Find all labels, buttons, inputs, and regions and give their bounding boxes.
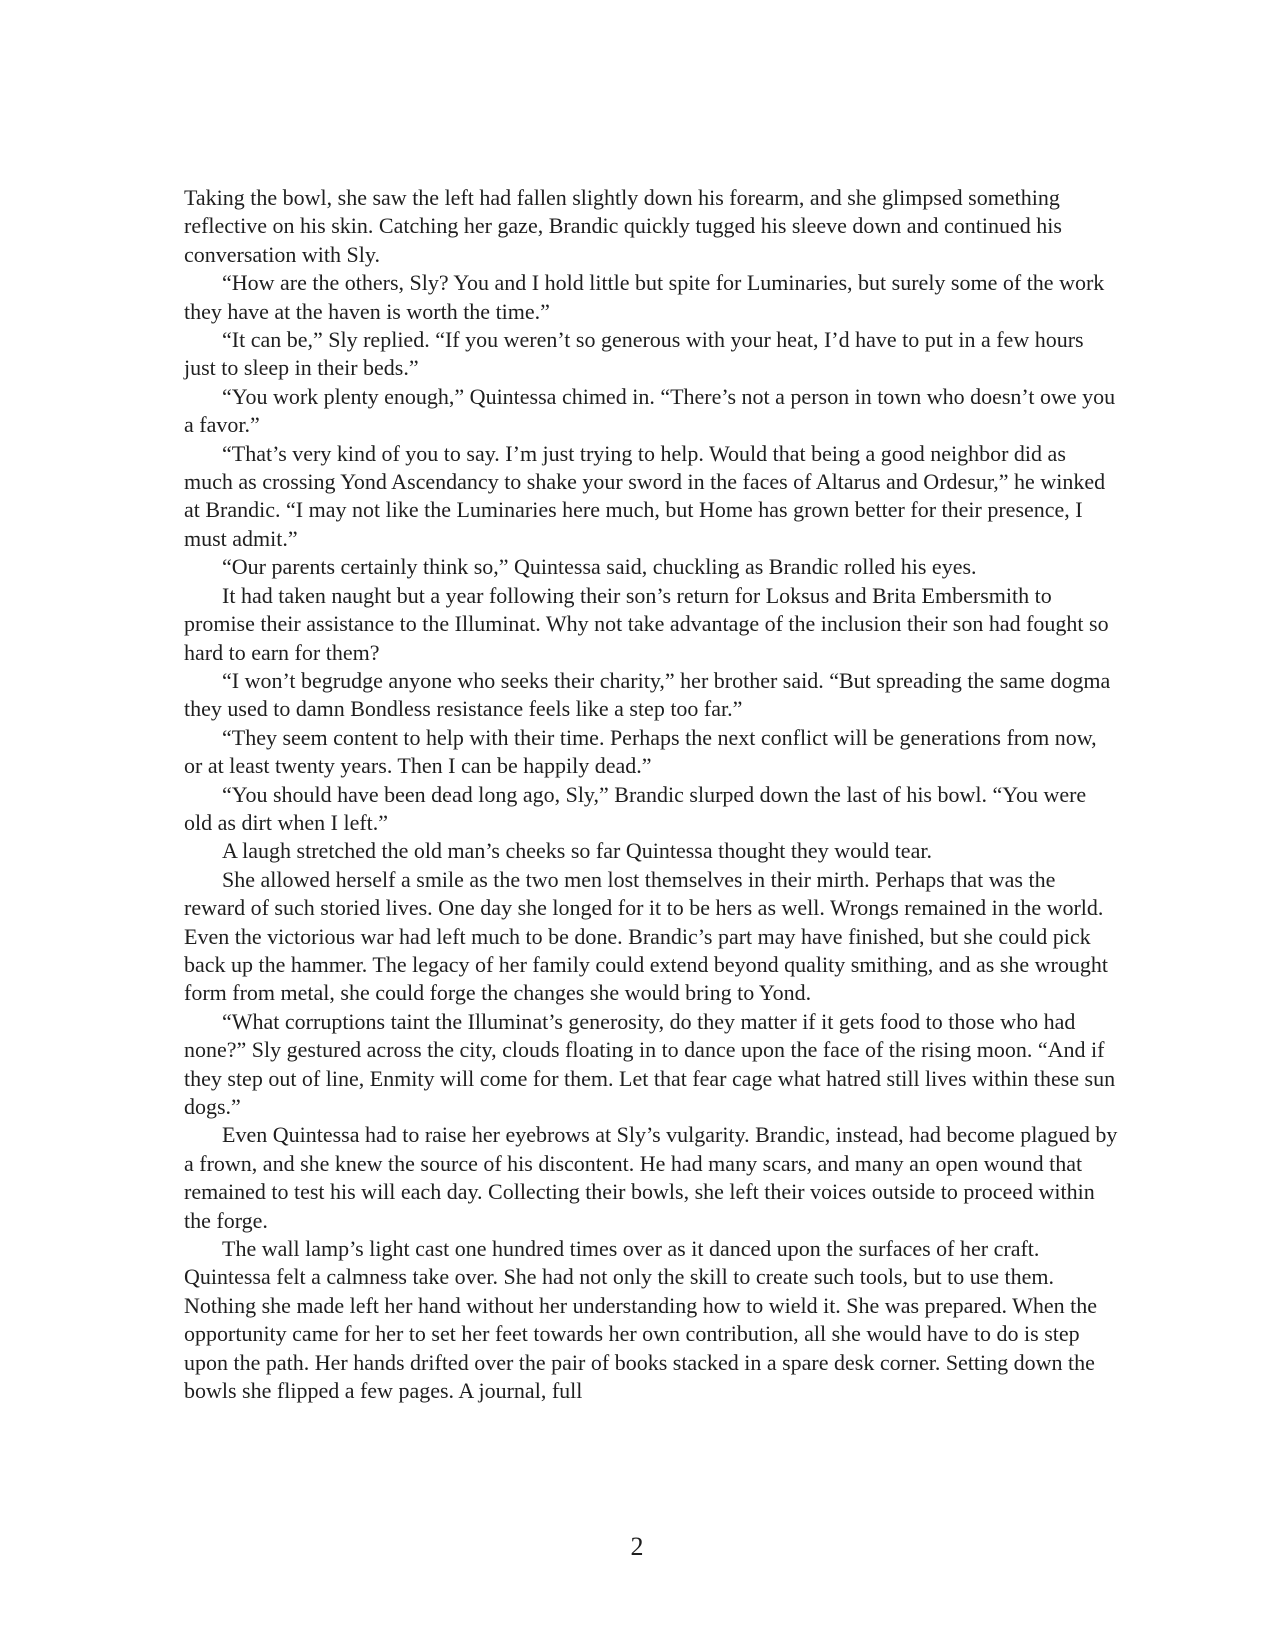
paragraph-4: “You work plenty enough,” Quintessa chimed in. “There’s not a person in town who doesn’t owe you a favor.” <box>184 383 1116 438</box>
page-number: 2 <box>630 1532 644 1561</box>
paragraph-12: She allowed herself a smile as the two men lost themselves in their mirth. Perhaps that was the reward of such storied lives. One day she longed for it to be hers as well. Wrongs remained in the world. Even the victorious war had left much to be done. Brandic’s part may have finished, but she could pick back up the hammer. The legacy of her family could extend beyond quality smithing, and as she wrought form from metal, she could forge the changes she would bring to Yond. <box>184 866 1108 1006</box>
paragraph-7: It had taken naught but a year following their son’s return for Loksus and Brita Embersmith to promise their assistance to the Illuminat. Why not take advantage of the inclusion their son had fought so hard to earn for them? <box>184 582 1109 665</box>
paragraph-8: “I won’t begrudge anyone who seeks their charity,” her brother said. “But spreading the same dogma they used to damn Bondless resistance feels like a step too far.” <box>184 667 1111 722</box>
body-text <box>184 184 1119 1405</box>
paragraph-9: “They seem content to help with their time. Perhaps the next conflict will be generations from now, or at least twenty years. Then I can be happily dead.” <box>184 724 1097 779</box>
paragraph-2: “How are the others, Sly? You and I hold little but spite for Luminaries, but surely some of the work they have at the haven is worth the time.” <box>184 270 1105 324</box>
paragraph-11: A laugh stretched the old man’s cheeks so far Quintessa thought they would tear. <box>222 838 932 864</box>
paragraph-1: Taking the bowl, she saw the left had fallen slightly down his forearm, and she glimpsed something reflective on his skin. Catching her gaze, Brandic quickly tugged his sleeve down and continued his conversation with Sly. <box>184 185 1062 267</box>
paragraph-10: “You should have been dead long ago, Sly,” Brandic slurped down the last of his bowl. “You were old as dirt when I left.” <box>184 781 1087 835</box>
paragraph-13: “What corruptions taint the Illuminat’s generosity, do they matter if it gets food to those who had none?” Sly gestured across the city, clouds floating in to dance upon the face of the rising moon. “And if they step out of line, Enmity will come for them. Let that fear cage what hatred still lives within these sun dogs.” <box>184 1008 1116 1119</box>
paragraph-3: “It can be,” Sly replied. “If you weren’t so generous with your heat, I’d have to put in a few hours just to sleep in their beds.” <box>184 327 1084 381</box>
paragraph-14: Even Quintessa had to raise her eyebrows at Sly’s vulgarity. Brandic, instead, had become plagued by a frown, and she knew the source of his discontent. He had many scars, and many an open wound that remained to test his will each day. Collecting their bowls, she left their voices outside to proceed within the forge. <box>184 1122 1118 1233</box>
paragraph-15: The wall lamp’s light cast one hundred times over as it danced upon the surfaces of her craft. Quintessa felt a calmness take over. She had not only the skill to create such tools, but to use them. Nothing she made left her hand without her understanding how to wield it. She was prepared. When the opportunity came for her to set her feet towards her own contribution, all she would have to do is step upon the path. Her hands drifted over the pair of books stacked in a spare desk corner. Setting down the bowls she flipped a few pages. A journal, full <box>184 1236 1097 1404</box>
paragraph-5: “That’s very kind of you to say. I’m just trying to help. Would that being a good neighbor did as much as crossing Yond Ascendancy to shake your sword in the faces of Altarus and Ordesur,” he winked at Brandic. “I may not like the Luminaries here much, but Home has grown better for their presence, I must admit.” <box>184 440 1106 551</box>
paragraph-6: “Our parents certainly think so,” Quintessa said, chuckling as Brandic rolled his eyes. <box>222 554 977 580</box>
